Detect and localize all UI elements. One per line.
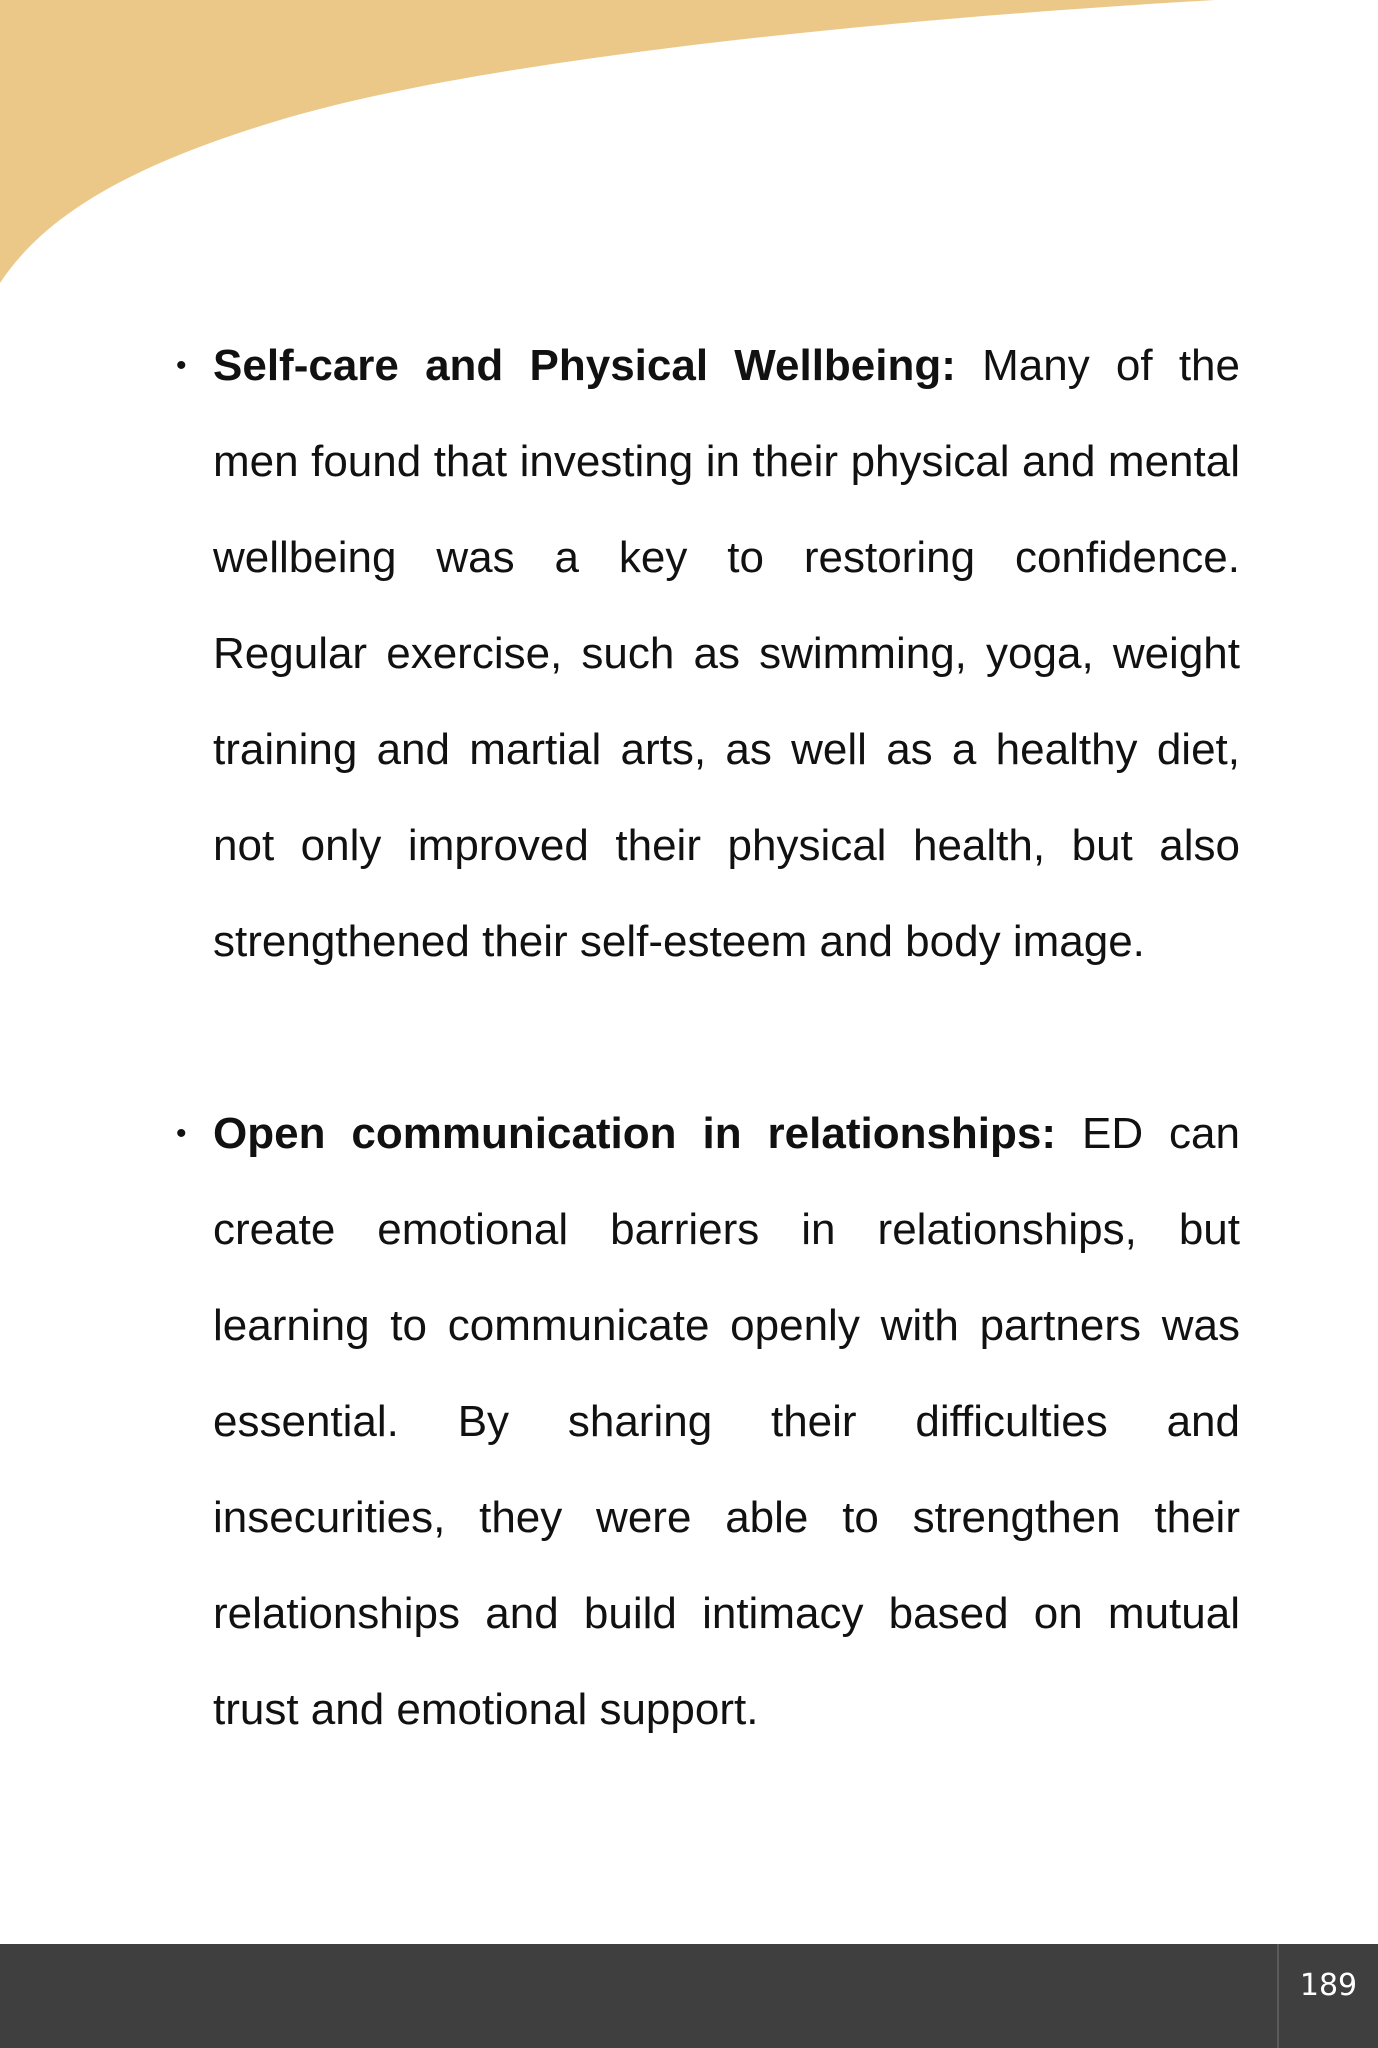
- bullet-marker: •: [176, 1117, 187, 1150]
- main-content: [176, 318, 1240, 1758]
- bullet-heading: Open communication in relationships:: [213, 1109, 1057, 1158]
- bullet-item-self-care: [176, 318, 1240, 990]
- corner-swoosh-decoration: [0, 0, 1378, 300]
- page-number: 189: [1277, 1944, 1378, 2048]
- footer-bar: [0, 1944, 1378, 2048]
- bullet-list: [176, 318, 1240, 1758]
- bullet-marker: •: [176, 349, 187, 382]
- bullet-body-text: ED can create emotional barriers in relationships, but learning to communicate openly with partners was essential. By sharing their difficulties and insecurities, they were able to strengthen their relationships and build intimacy based on mutual trust and emotional support.: [213, 1109, 1240, 1734]
- bullet-body-text: Many of the men found that investing in their physical and mental wellbeing was a key to restoring confidence. Regular exercise, such as swimming, yoga, weight training and martial arts, as well as a healthy diet, not only improved their physical health, but also strengthened their self-esteem and body image.: [213, 341, 1240, 966]
- bullet-item-open-communication: [176, 1086, 1240, 1758]
- bullet-heading: Self-care and Physical Wellbeing:: [213, 341, 956, 390]
